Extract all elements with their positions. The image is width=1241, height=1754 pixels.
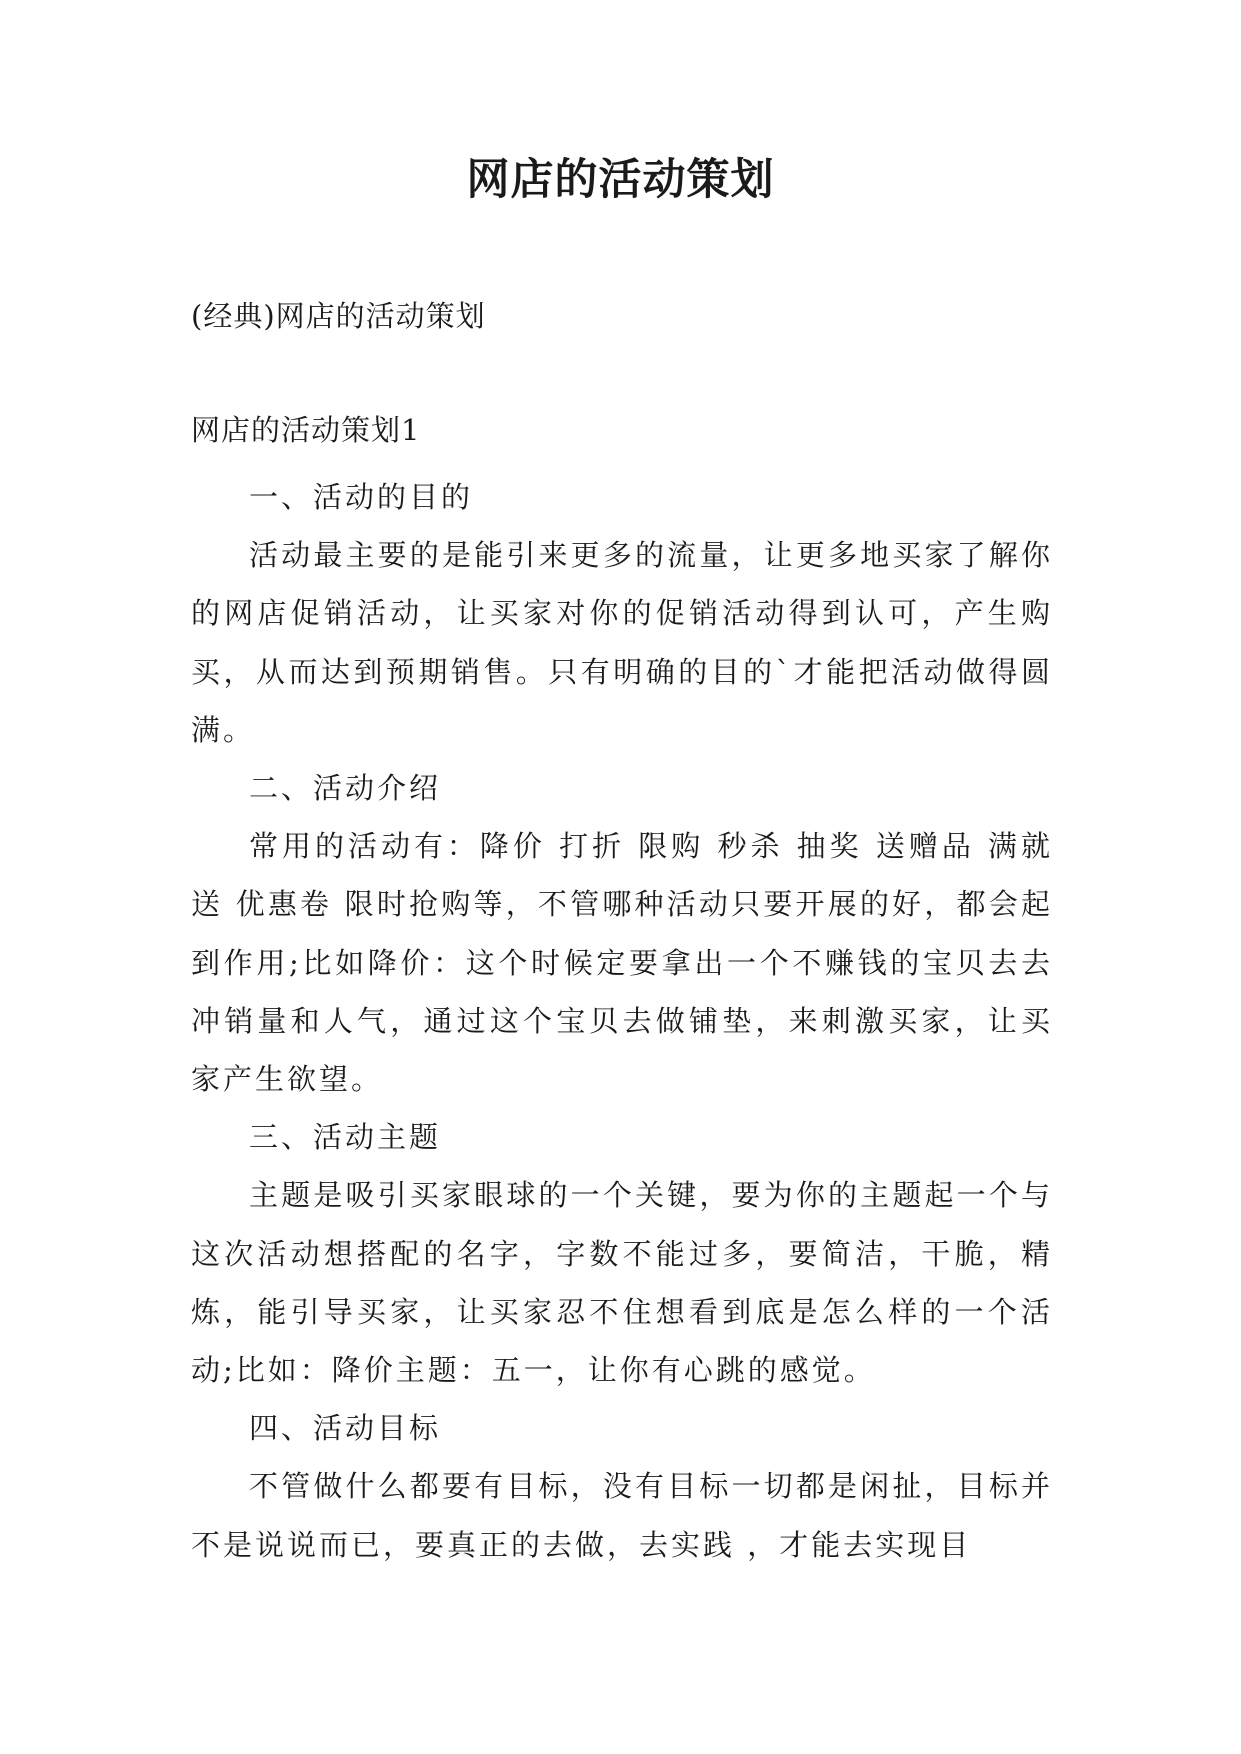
paragraph-goal: 不管做什么都要有目标，没有目标一切都是闲扯，目标并不是说说而已，要真正的去做，去实践 ，才能去实现目 <box>191 1469 1053 1562</box>
document-subtitle: (经典)网店的活动策划 <box>191 299 486 333</box>
paragraph-theme: 主题是吸引买家眼球的一个关键，要为你的主题起一个与这次活动想搭配的名字，字数不能过多，要简洁，干脆，精炼，能引导买家，让买家忍不住想看到底是怎么样的一个活动;比如：降价主题：五一，让你有心跳的感觉。 <box>191 1178 1053 1388</box>
heading-theme: 三、活动主题 <box>249 1120 442 1155</box>
paragraph-introduction: 常用的活动有：降价 打折 限购 秒杀 抽奖 送赠品 满就送 优惠卷 限时抢购等，不管哪种活动只要开展的好，都会起到作用;比如降价：这个时候定要拿出一个不赚钱的宝贝去去冲销量和人气，通过这个宝贝去做铺垫，来刺激买家，让买家产生欲望。 <box>191 829 1053 1097</box>
section-title: 网店的活动策划1 <box>191 413 421 447</box>
heading-goal: 四、活动目标 <box>249 1411 442 1446</box>
document-body <box>191 468 1053 1574</box>
paragraph-purpose: 活动最主要的是能引来更多的流量，让更多地买家了解你的网店促销活动，让买家对你的促销活动得到认可，产生购买，从而达到预期销售。只有明确的目的`才能把活动做得圆满。 <box>191 538 1053 747</box>
heading-introduction: 二、活动介绍 <box>249 771 442 806</box>
document-title: 网店的活动策划 <box>466 155 775 205</box>
heading-purpose: 一、活动的目的 <box>249 480 474 514</box>
